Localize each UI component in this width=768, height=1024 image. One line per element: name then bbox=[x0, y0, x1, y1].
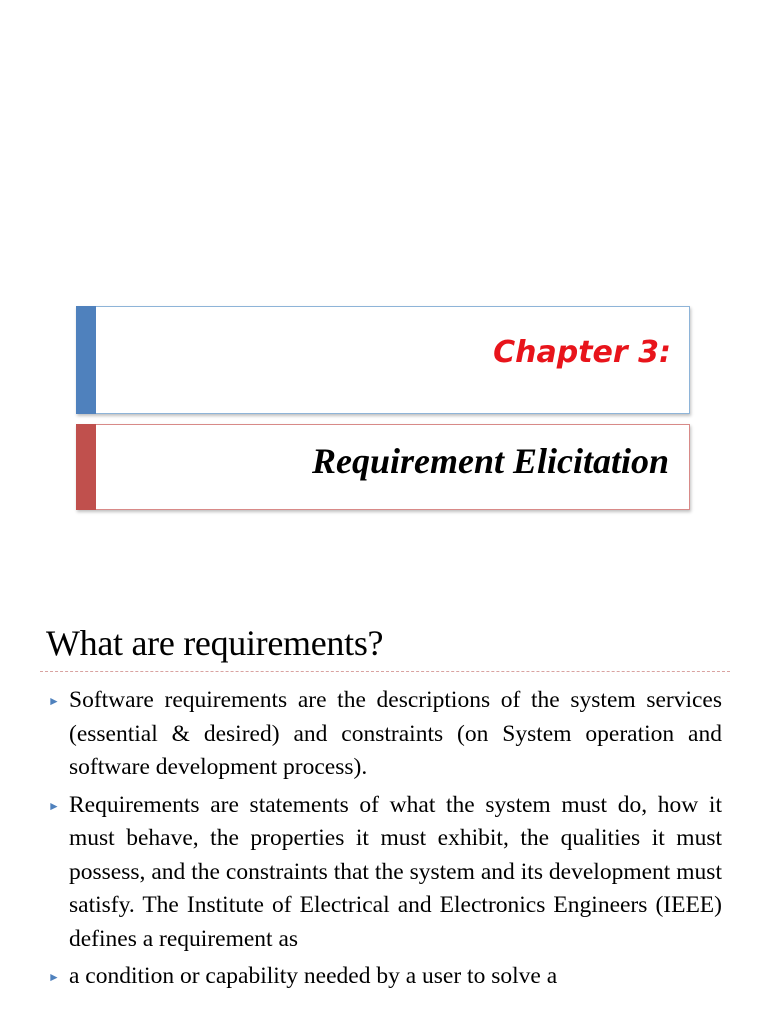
title-box bbox=[76, 424, 690, 510]
chapter-box bbox=[76, 306, 690, 414]
bullet-arrow-icon: ► bbox=[48, 694, 60, 708]
bullet-item bbox=[46, 789, 722, 957]
bullet-item bbox=[46, 960, 722, 994]
blue-accent-bar bbox=[76, 306, 96, 414]
chapter-label: Chapter 3: bbox=[493, 335, 671, 370]
bullet-list bbox=[46, 684, 722, 998]
bullet-text: Software requirements are the descriptions of the system services (essential & desired) and constraints (on System operation and software development process). bbox=[69, 687, 722, 780]
bullet-text: Requirements are statements of what the system must do, how it must behave, the properties it must exhibit, the qualities it must possess, and the constraints that the system and its development must satisfy. The Institute of Electrical and Electronics Engineers (IEEE) defines a requirement as bbox=[69, 791, 722, 952]
slide-heading: What are requirements? bbox=[46, 623, 384, 663]
bullet-arrow-icon: ► bbox=[48, 798, 60, 813]
heading-divider bbox=[40, 671, 730, 672]
red-accent-bar bbox=[76, 424, 96, 510]
chapter-title: Requirement Elicitation bbox=[311, 441, 669, 481]
bullet-arrow-icon: ► bbox=[48, 970, 60, 984]
bullet-item bbox=[46, 684, 722, 785]
bullet-text: a condition or capability needed by a user to solve a bbox=[69, 963, 558, 989]
